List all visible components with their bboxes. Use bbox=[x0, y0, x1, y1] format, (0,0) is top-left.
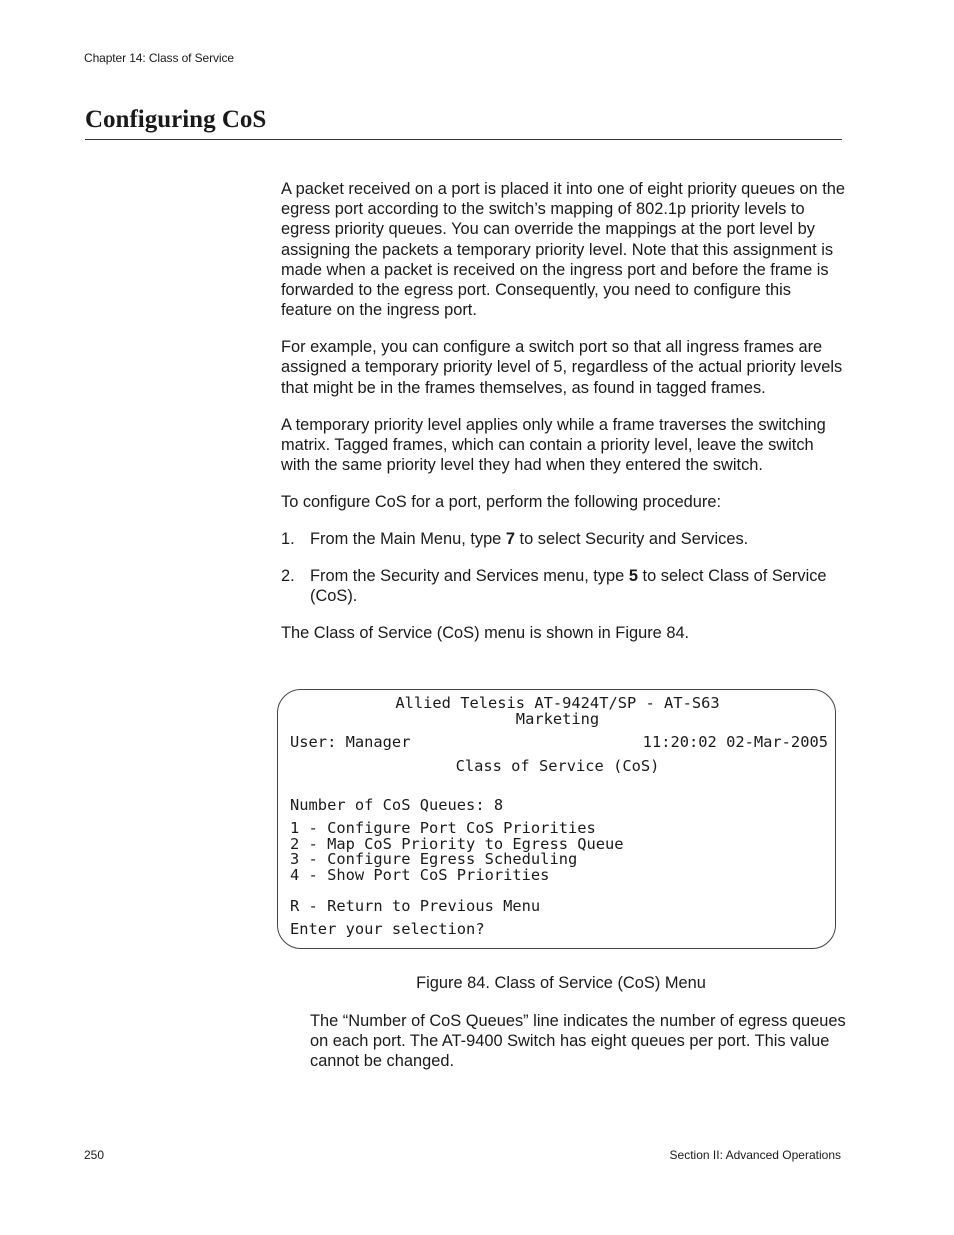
step-text: to select Security and Services. bbox=[514, 530, 749, 549]
step-note: The Class of Service (CoS) menu is shown in Figure 84. bbox=[281, 624, 690, 643]
paragraph: The “Number of CoS Queues” line indicates the number of egress queues on each port. The AT-9400 Switch has eight queues per port. This value cannot be changed. bbox=[310, 1012, 846, 1071]
step-text: From the Main Menu, type bbox=[310, 530, 506, 549]
terminal-menu-option: 4 - Show Port CoS Priorities bbox=[290, 866, 550, 884]
step-text: to select Class of Service (CoS). bbox=[310, 567, 827, 606]
step-text: From the Security and Services menu, type bbox=[310, 567, 629, 586]
terminal-return-option: R - Return to Previous Menu bbox=[290, 897, 541, 915]
terminal-queues-line: Number of CoS Queues: 8 bbox=[290, 796, 504, 814]
procedure-step bbox=[281, 529, 846, 549]
terminal-datetime: 11:20:02 02-Mar-2005 bbox=[642, 733, 828, 751]
terminal-menu-option: 3 - Configure Egress Scheduling bbox=[290, 850, 578, 868]
terminal-menu-option: 2 - Map CoS Priority to Egress Queue bbox=[290, 835, 624, 853]
running-header: Chapter 14: Class of Service bbox=[84, 51, 234, 65]
paragraph: A temporary priority level applies only while a frame traverses the switching matrix. Tagged frames, which can contain a priority level, leave the switch with the same priority level they had when they entered the switch. bbox=[281, 415, 826, 475]
terminal-location: Marketing bbox=[515, 710, 600, 728]
step-key: 7 bbox=[505, 530, 515, 549]
paragraph: A packet received on a port is placed it into one of eight priority queues on the egress port according to the switch’s mapping of 802.1p priority levels to egress priority queues. You can override the mappings at the port level by assigning the packets a temporary priority level. Note that this assignment is made when a packet is received on the ingress port and before the frame is forwarded to the egress port. Consequently, you need to configure this feature on the ingress port. bbox=[281, 180, 846, 320]
page-number: 250 bbox=[84, 1148, 105, 1162]
terminal-user: User: Manager bbox=[290, 733, 411, 751]
paragraph: For example, you can configure a switch port so that all ingress frames are assigned a temporary priority level of 5, regardless of the actual priority levels that might be in the frames themselves, as found in tagged frames. bbox=[281, 338, 843, 397]
running-footer: Section II: Advanced Operations bbox=[669, 1148, 841, 1162]
paragraph: To configure CoS for a port, perform the following procedure: bbox=[281, 493, 722, 512]
terminal-screen bbox=[277, 689, 836, 949]
terminal-device-name: Allied Telesis AT-9424T/SP - AT-S63 bbox=[395, 694, 720, 712]
terminal-prompt: Enter your selection? bbox=[290, 920, 485, 938]
section-title: Configuring CoS bbox=[85, 106, 267, 133]
terminal-menu-option: 1 - Configure Port CoS Priorities bbox=[290, 819, 596, 837]
title-rule bbox=[85, 139, 842, 140]
step-key: 5 bbox=[628, 567, 638, 586]
step-number: 1. bbox=[281, 530, 295, 549]
terminal-menu-title: Class of Service (CoS) bbox=[455, 757, 660, 775]
procedure-step bbox=[281, 566, 846, 606]
figure-caption: Figure 84. Class of Service (CoS) Menu bbox=[416, 974, 706, 992]
step-number: 2. bbox=[281, 567, 295, 586]
body-text bbox=[281, 179, 846, 660]
